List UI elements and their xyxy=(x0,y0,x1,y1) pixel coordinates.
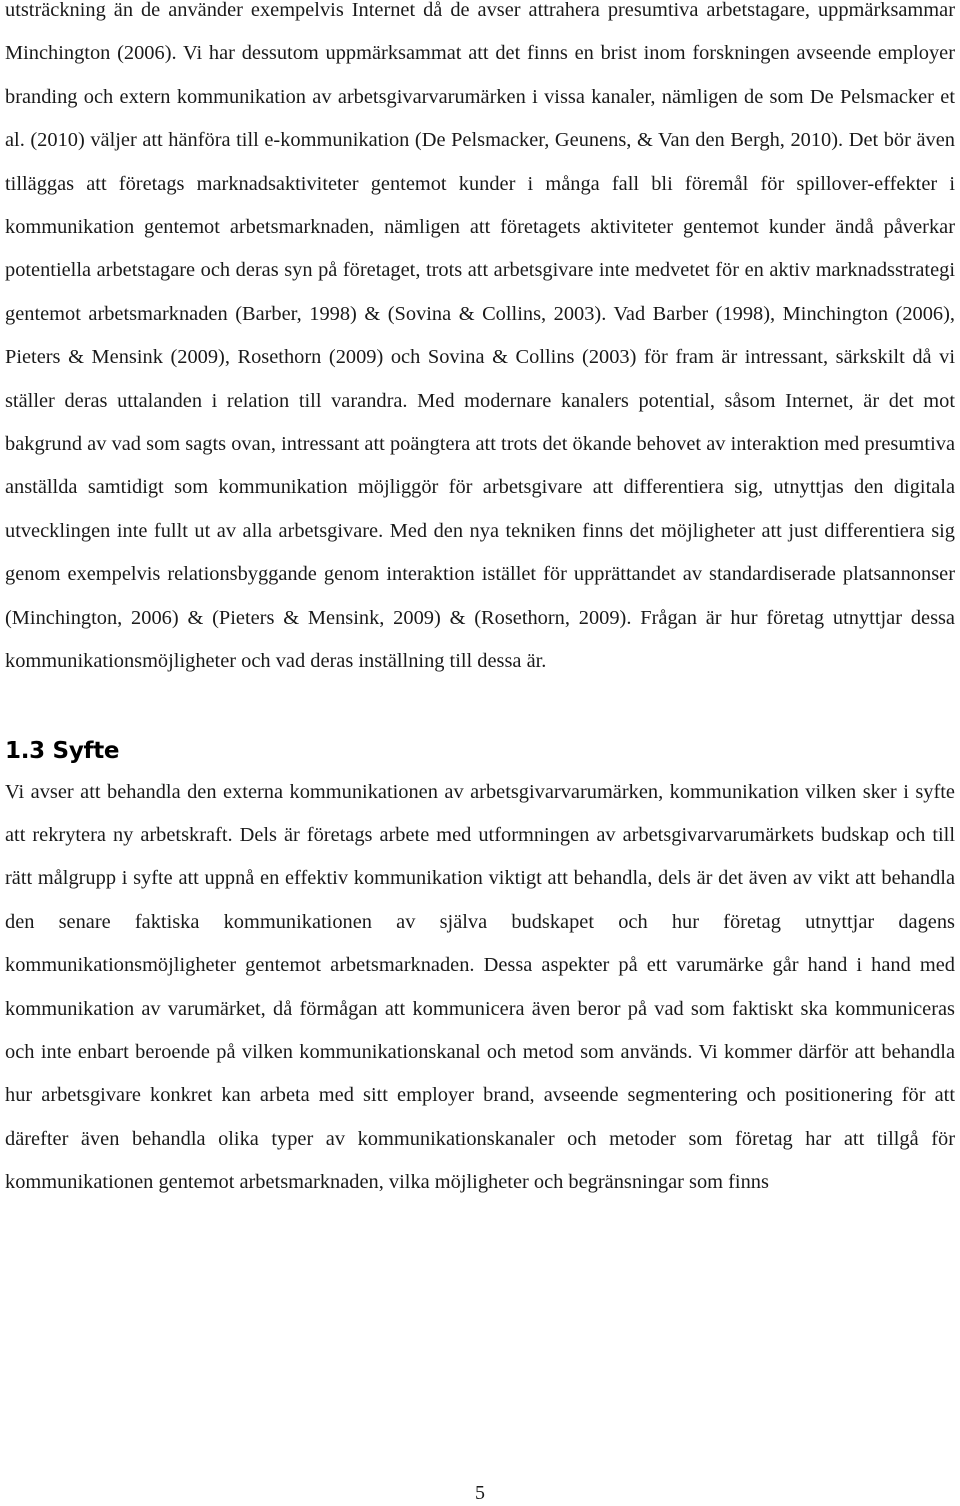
page-number: 5 xyxy=(475,1482,485,1504)
section-heading-container xyxy=(5,736,955,771)
body-paragraph: Vi avser att behandla den externa kommunikationen av arbetsgivarvarumärken, kommunikation vilken sker i syfte att rekrytera ny arbetskraft. Dels är företags arbete med utformningen av arbetsgivarvarumärkets budskap och till rätt målgrupp i syfte att uppnå en effektiv kommunikation viktigt att behandla, dels är det även av vikt att behandla den senare faktiska kommunikationen av själva budskapet och hur företag utnyttjar dagens kommunikationsmöjligheter gentemot arbetsmarknaden. Dessa aspekter på ett varumärke går hand i hand med kommunikation av varumärket, då förmågan att kommunicera även beror på vad som faktiskt ska kommuniceras och inte enbart beroende på vilken kommunikationskanal och metod som används. Vi kommer därför att behandla hur arbetsgivare konkret kan arbeta med sitt employer brand, avseende segmentering och positionering för att därefter även behandla olika typer av kommunikationskanaler och metoder som företag har att tillgå för kommunikationen gentemot arbetsmarknaden, vilka möjligheter och begränsningar som finns xyxy=(5,780,955,1194)
document-page xyxy=(5,0,955,1205)
section-heading: 1.3 Syfte xyxy=(5,737,120,764)
body-paragraph: utsträckning än de använder exempelvis Internet då de avser attrahera presumtiva arbetstagare, uppmärksammar Minchington (2006). Vi har dessutom uppmärksammat att det finns en brist inom forskningen avseende employer branding och extern kommunikation av arbetsgivarvarumärken i vissa kanaler, nämligen de som De Pelsmacker et al. (2010) väljer att hänföra till e-kommunikation (De Pelsmacker, Geunens, & Van den Bergh, 2010). Det bör även tilläggas att företags marknadsaktiviteter gentemot kunder i många fall bli föremål för spillover-effekter i kommunikation gentemot arbetsmarknaden, nämligen att företagets aktiviteter gentemot kunder ändå påverkar potentiella arbetstagare och deras syn på företaget, trots att arbetsgivare inte medvetet för en aktiv marknadsstrategi gentemot arbetsmarknaden (Barber, 1998) & (Sovina & Collins, 2003). Vad Barber (1998), Minchington (2006), Pieters & Mensink (2009), Rosethorn (2009) och Sovina & Collins (2003) för fram är intressant, särkskilt då vi ställer deras uttalanden i relation till varandra. Med modernare kanalers potential, såsom Internet, är det mot bakgrund av vad som sagts ovan, intressant att poängtera att trots det ökande behovet av interaktion med presumtiva anställda samtidigt som kommunikation möjliggör för arbetsgivare att differentiera sig, utnyttjas den digitala utvecklingen inte fullt ut av alla arbetsgivare. Med den nya tekniken finns det möjligheter att just differentiera sig genom exempelvis relationsbyggande genom interaktion istället för upprättandet av standardiserade platsannonser (Minchington, 2006) & (Pieters & Mensink, 2009) & (Rosethorn, 2009). Frågan är hur företag utnyttjar dessa kommunikationsmöjligheter och vad deras inställning till dessa är. xyxy=(5,0,955,673)
